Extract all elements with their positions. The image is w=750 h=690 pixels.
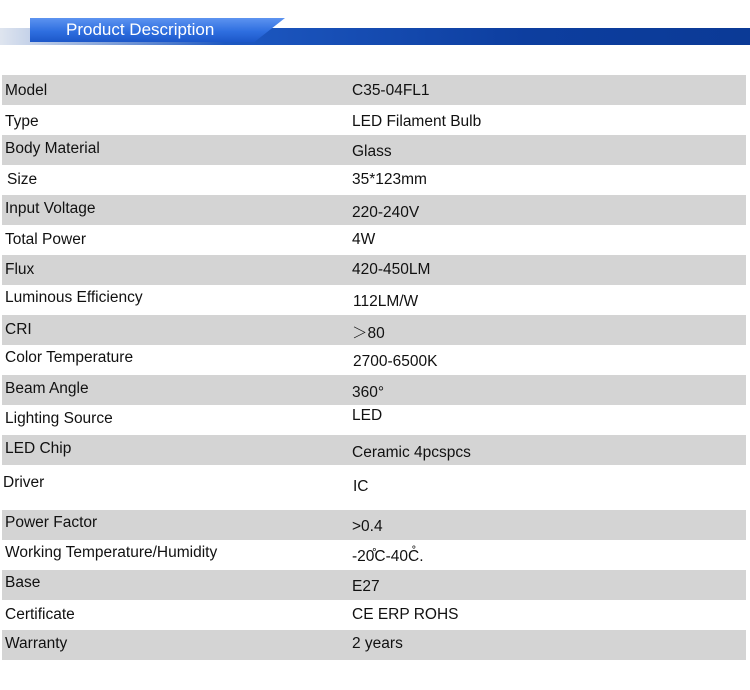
section-title: Product Description	[66, 20, 215, 39]
spec-value: Ceramic 4pcspcs	[352, 444, 471, 461]
spec-row-warranty	[2, 630, 746, 660]
spec-label: Total Power	[5, 231, 86, 248]
spec-row-beam-angle	[2, 375, 746, 405]
spec-value: 112LM/W	[353, 293, 419, 310]
spec-value: 35*123mm	[352, 171, 427, 188]
spec-row-flux	[2, 255, 746, 285]
spec-value: 4W	[352, 231, 376, 248]
spec-label: Working Temperature/Humidity	[5, 544, 218, 561]
spec-value: Glass	[352, 143, 392, 160]
spec-row-cri	[2, 315, 746, 345]
spec-row-model	[2, 75, 746, 105]
spec-value: -20̊C-40C̊.	[352, 548, 424, 565]
spec-value: LED	[352, 407, 383, 424]
spec-label: Input Voltage	[5, 200, 96, 217]
spec-label: Driver	[3, 474, 45, 491]
spec-value: C35-04FL1	[352, 82, 430, 99]
spec-label: Luminous Efficiency	[5, 289, 143, 306]
spec-label: Size	[7, 171, 38, 188]
spec-label: Color Temperature	[5, 349, 134, 366]
section-banner	[0, 18, 750, 48]
spec-value: 360°	[352, 384, 385, 401]
spec-row-luminous-efficiency	[2, 285, 746, 315]
spec-row-color-temperature	[2, 345, 746, 375]
spec-row-total-power	[2, 225, 746, 255]
spec-value: 2 years	[352, 635, 403, 652]
spec-row-input-voltage	[2, 195, 746, 225]
spec-row-base	[2, 570, 746, 600]
spec-value: LED Filament Bulb	[352, 113, 482, 130]
spec-row-type	[2, 105, 746, 135]
spec-label: Power Factor	[5, 514, 98, 531]
spec-label: Beam Angle	[5, 380, 89, 397]
spec-value: 2700-6500K	[353, 353, 438, 370]
spec-row-size	[2, 165, 746, 195]
spec-row-body-material	[2, 135, 746, 165]
spec-row-power-factor	[2, 510, 746, 540]
spec-label: Lighting Source	[5, 410, 113, 427]
spec-table	[2, 75, 746, 660]
spec-label: CRI	[5, 321, 32, 338]
spec-value: IC	[353, 478, 369, 495]
spec-label: Model	[5, 82, 48, 99]
spec-value: ＞80	[352, 325, 385, 342]
spec-label: Certificate	[5, 606, 75, 623]
spec-value: 220-240V	[352, 204, 420, 221]
spec-value: E27	[352, 578, 380, 595]
spec-value: >0.4	[352, 518, 383, 535]
spec-label: Warranty	[5, 635, 68, 652]
spec-value: CE ERP ROHS	[352, 606, 459, 623]
spec-row-driver	[2, 465, 746, 510]
spec-label: Type	[5, 113, 39, 130]
spec-row-lighting-source	[2, 405, 746, 435]
spec-row-working-temperature	[2, 540, 746, 570]
spec-row-certificate	[2, 600, 746, 630]
spec-label: Body Material	[5, 140, 100, 157]
spec-label: Base	[5, 574, 41, 591]
spec-label: LED Chip	[5, 440, 72, 457]
spec-label: Flux	[5, 261, 35, 278]
spec-row-led-chip	[2, 435, 746, 465]
spec-value: 420-450LM	[352, 261, 431, 278]
